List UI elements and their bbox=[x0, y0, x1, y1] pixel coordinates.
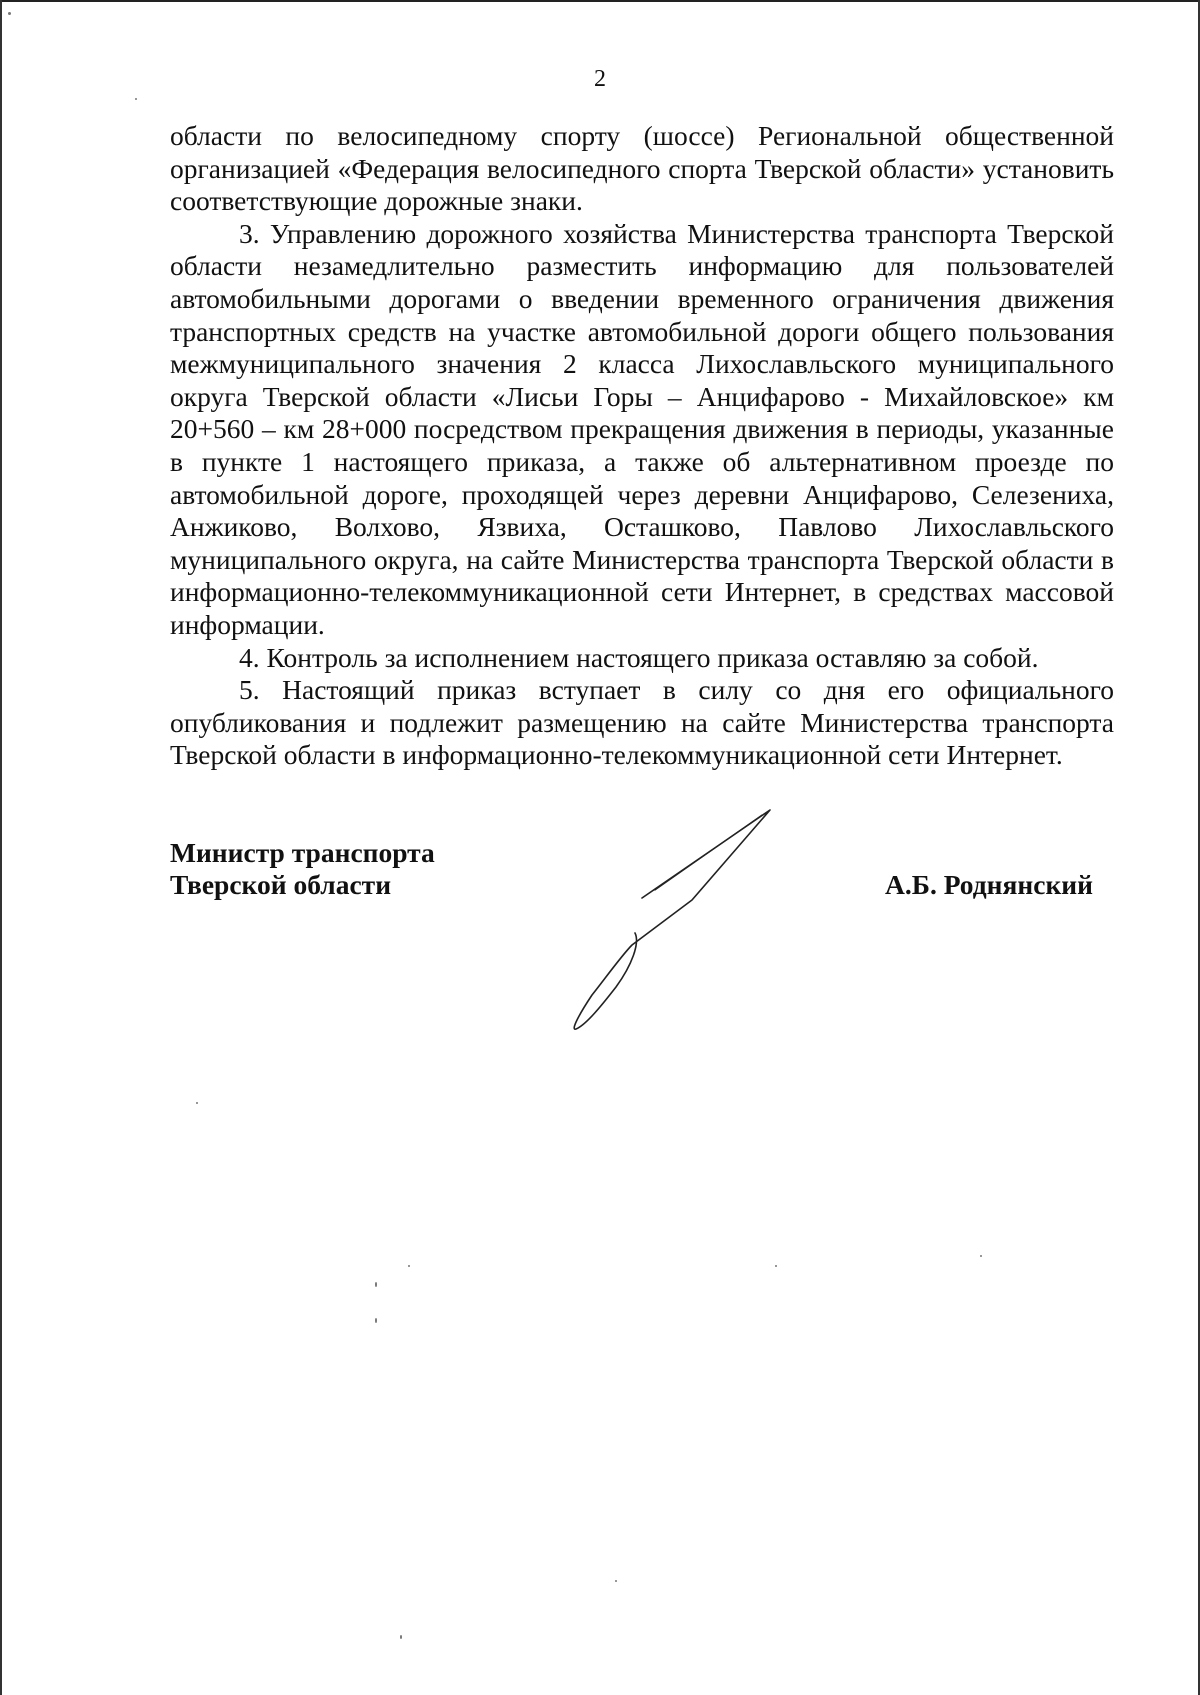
signatory-title-line1: Министр транспорта bbox=[170, 837, 435, 868]
scan-speck bbox=[400, 1635, 402, 1639]
scan-speck bbox=[980, 1255, 982, 1257]
page-number: 2 bbox=[594, 66, 606, 92]
paragraph-continuation: области по велосипедному спорту (шоссе) Региональной общественной организацией «Федерация велосипедного спорта Тверской области» установить соответствующие дорожные знаки. bbox=[170, 120, 1114, 217]
scan-speck bbox=[8, 12, 11, 15]
paragraph-item-4: 4. Контроль за исполнением настоящего приказа оставляю за собой. bbox=[239, 641, 1039, 673]
scan-speck bbox=[135, 98, 137, 100]
scan-speck bbox=[375, 1318, 377, 1323]
scan-speck bbox=[375, 1282, 377, 1287]
paragraph-item-3: 3. Управлению дорожного хозяйства Министерства транспорта Тверской области незамедлительно разместить информацию для пользователей автомобильными дорогами о введении временного ограничения движения транспортных средств на участке автомобильной дороги общего пользования межмуниципального значения 2 класса Лихославльского муниципального округа Тверской области «Лисьи Горы – Анцифарово - Михайловское» км 20+560 – км 28+000 посредством прекращения движения в периоды, указанные в пункте 1 настоящего приказа, а также об альтернативном проезде по автомобильной дороге, проходящей через деревни Анцифарово, Селезениха, Анжиково, Волхово, Язвиха, Осташково, Павлово Лихославльского муниципального округа, на сайте Министерства транспорта Тверской области в информационно-телекоммуникационной сети Интернет, в средствах массовой информации. bbox=[170, 217, 1114, 640]
signatory-name: А.Б. Роднянский bbox=[885, 869, 1093, 900]
paragraph-item-5: 5. Настоящий приказ вступает в силу со дня его официального опубликования и подлежит размещению на сайте Министерства транспорта Тверской области в информационно-телекоммуникационной сети Интернет. bbox=[170, 674, 1114, 771]
scan-border-top bbox=[0, 0, 1200, 2]
scan-border-left bbox=[0, 0, 2, 1695]
document-body bbox=[170, 120, 1114, 772]
scan-speck bbox=[196, 1102, 198, 1104]
handwritten-signature bbox=[550, 805, 780, 1040]
scan-speck bbox=[775, 1265, 777, 1267]
signatory-title-line2: Тверской области bbox=[170, 869, 392, 900]
signatory-title bbox=[170, 837, 435, 901]
scan-speck bbox=[408, 1265, 410, 1267]
scan-speck bbox=[615, 1580, 617, 1582]
